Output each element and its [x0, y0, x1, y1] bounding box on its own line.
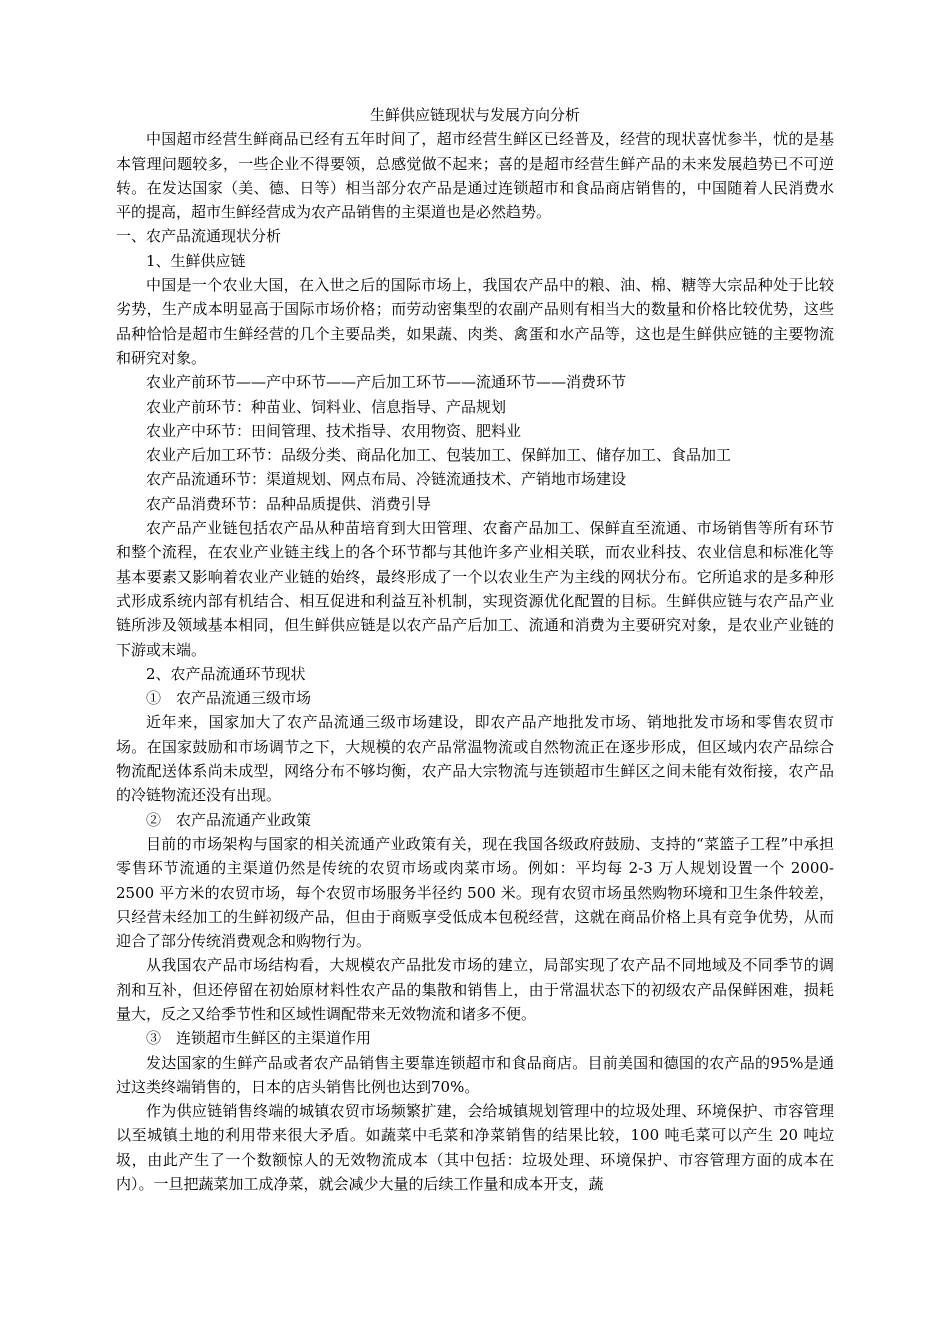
document-title: 生鲜供应链现状与发展方向分析 [369, 106, 580, 124]
paragraph: 近年来，国家加大了农产品流通三级市场建设，即农产品产地批发市场、销地批发市场和零售农贸市场。在国家鼓励和市场调节之下，大规模的农产品常温物流或自然物流正在逐步形成，但区域内农产品综合物流配送体系尚未成型，网络分布不够均衡，农产品大宗物流与连锁超市生鲜区之间未能有效衔接，农产品的冷链物流还没有出现。 [116, 713, 834, 805]
list-heading-3: ③ 连锁超市生鲜区的主渠道作用 [146, 1029, 372, 1048]
paragraph: 目前的市场架构与国家的相关流通产业政策有关，现在我国各级政府鼓励、支持的“菜篮子工程”中承担零售环节流通的主渠道仍然是传统的农贸市场或肉菜市场。例如：平均每 2-3 万人规划设置一个 2000-2500 平方米的农贸市场，每个农贸市场服务半径约 500 米。现有农贸市场虽然购物环境和卫生条件较差，只经营未经加工的生鲜初级产品，但由于商贩享受低成本包税经营，这就在商品价格上具有竞争优势，从而迎合了部分传统消费观念和购物行为。 [116, 834, 834, 951]
paragraph: 从我国农产品市场结构看，大规模农产品批发市场的建立，局部实现了农产品不同地域及不同季节的调剂和互补，但还停留在初始原材料性农产品的集散和销售上，由于常温状态下的初级农产品保鲜困难，损耗量大，反之又给季节性和区域性调配带来无效物流和诸多不便。 [116, 956, 834, 1023]
paragraph: 农业产中环节：田间管理、技术指导、农用物资、肥料业 [146, 421, 522, 440]
paragraph: 发达国家的生鲜产品或者农产品销售主要靠连锁超市和食品商店。目前美国和德国的农产品的95%是通过这类终端销售的，日本的店头销售比例也达到70%。 [116, 1053, 834, 1096]
paragraph-intro: 中国超市经营生鲜商品已经有五年时间了，超市经营生鲜区已经普及，经营的现状喜忧参半，忧的是基本管理问题较多，一些企业不得要领，总感觉做不起来；喜的是超市经营生鲜产品的未来发展趋势已不可逆转。在发达国家（美、德、日等）相当部分农产品是通过连锁超市和食品商店销售的，中国随着人民消费水平的提高，超市生鲜经营成为农产品销售的主渠道也是必然趋势。 [116, 130, 834, 222]
document-body [116, 103, 834, 1196]
paragraph: 中国是一个农业大国，在入世之后的国际市场上，我国农产品中的粮、油、棉、糖等大宗品种处于比较劣势，生产成本明显高于国际市场价格；而劳动密集型的农副产品则有相当大的数量和价格比较优势，这些品种恰恰是超市生鲜经营的几个主要品类，如果蔬、肉类、禽蛋和水产品等，这也是生鲜供应链的主要物流和研究对象。 [116, 276, 834, 367]
subsection-heading-1: 1、生鲜供应链 [146, 251, 246, 270]
paragraph: 作为供应链销售终端的城镇农贸市场频繁扩建，会给城镇规划管理中的垃圾处理、环境保护、市容管理以至城镇土地的利用带来很大矛盾。如蔬菜中毛菜和净菜销售的结果比较，100 吨毛菜可以产生 20 吨垃圾，由此产生了一个数额惊人的无效物流成本（其中包括：垃圾处理、环境保护、市容管理方面的成本在内）。一旦把蔬菜加工成净菜，就会减少大量的后续工作量和成本开支，蔬 [116, 1102, 834, 1194]
paragraph: 农业产前环节：种苗业、饲料业、信息指导、产品规划 [146, 397, 507, 416]
paragraph: 农业产后加工环节：品级分类、商品化加工、包装加工、保鲜加工、储存加工、食品加工 [146, 446, 732, 465]
paragraph: 农业产前环节——产中环节——产后加工环节——流通环节——消费环节 [146, 373, 627, 392]
paragraph: 农产品产业链包括农产品从种苗培育到大田管理、农畜产品加工、保鲜直至流通、市场销售等所有环节和整个流程，在农业产业链主线上的各个环节都与其他许多产业相关联，而农业科技、农业信息和标准化等基本要素又影响着农业产业链的始终，最终形成了一个以农业生产为主线的网状分布。它所追求的是多种形式形成系统内部有机结合、相互促进和利益互补机制，实现资源优化配置的目标。生鲜供应链与农产品产业链所涉及领域基本相同，但生鲜供应链是以农产品产后加工、流通和消费为主要研究对象，是农业产业链的下游或末端。 [116, 519, 834, 659]
list-heading-2: ② 农产品流通产业政策 [146, 810, 312, 829]
paragraph: 农产品消费环节：品种品质提供、消费引导 [146, 494, 432, 513]
list-heading-1: ① 农产品流通三级市场 [146, 689, 312, 708]
subsection-heading-2: 2、农产品流通环节现状 [146, 664, 306, 683]
section-heading-1: 一、农产品流通现状分析 [116, 227, 282, 246]
paragraph: 农产品流通环节：渠道规划、网点布局、冷链流通技术、产销地市场建设 [146, 470, 627, 489]
